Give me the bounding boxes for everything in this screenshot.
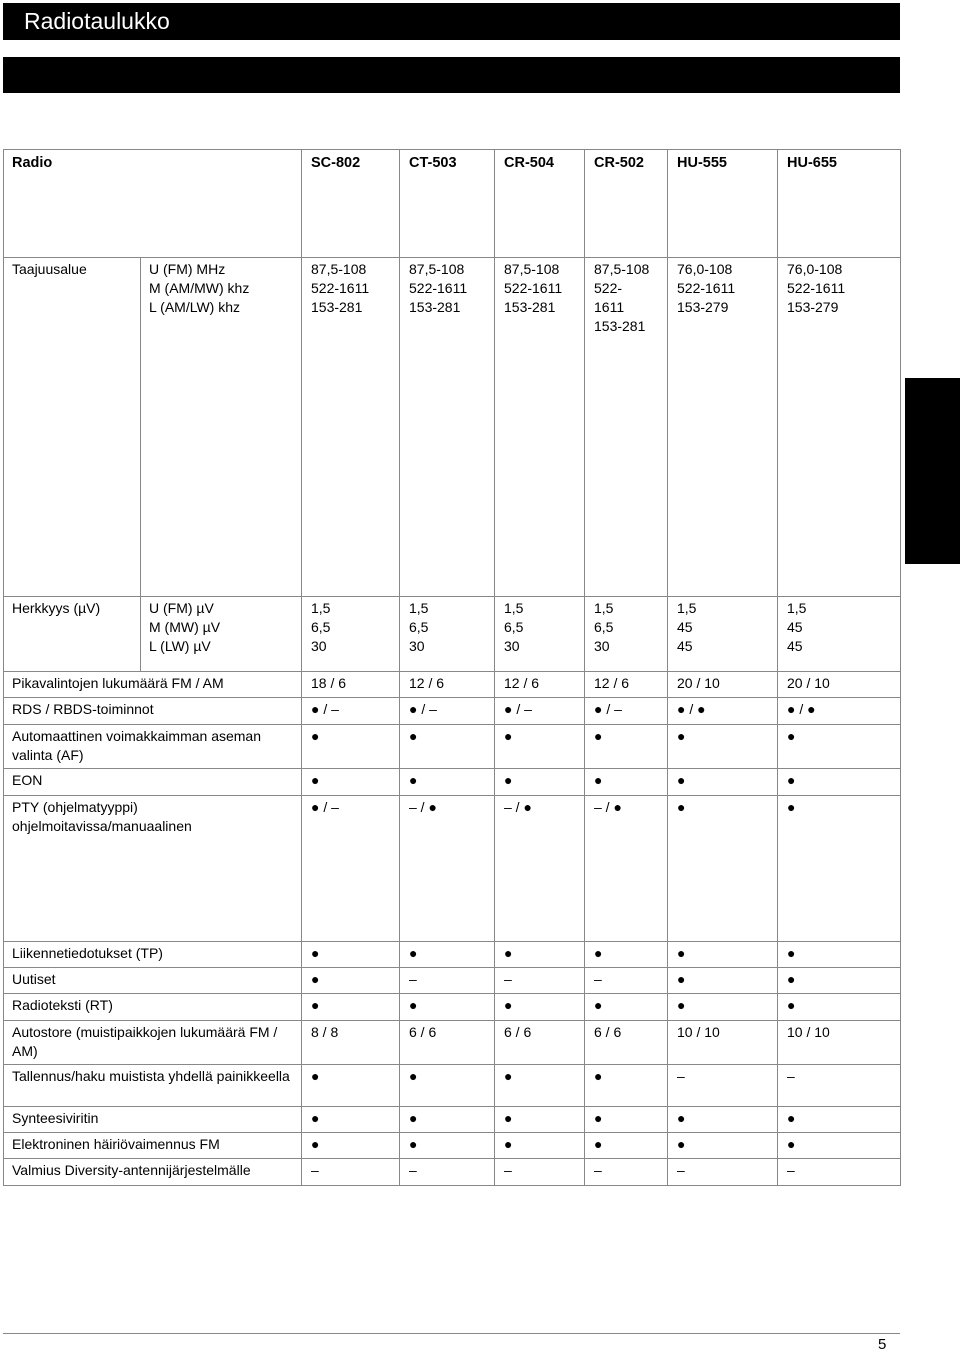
table-cell: 20 / 10 (668, 672, 778, 698)
table-cell: ● (585, 725, 668, 769)
table-cell: 76,0-108 522-1611 153-279 (778, 258, 901, 597)
table-cell: ● (668, 942, 778, 968)
page-number: 5 (878, 1336, 887, 1353)
table-cell: ● (495, 725, 585, 769)
model-name: HU-655 (778, 150, 901, 258)
table-cell: – (668, 1065, 778, 1107)
table-row (4, 1133, 901, 1159)
table-cell: 87,5-108 522-1611 153-281 (302, 258, 400, 597)
table-cell: ● (400, 1065, 495, 1107)
table-cell: ● (495, 942, 585, 968)
row-label: Liikennetiedotukset (TP) (4, 942, 302, 968)
table-cell: ● (778, 994, 901, 1021)
table-cell: 6 / 6 (585, 1021, 668, 1065)
table-cell: 87,5-108 522- 1611 153-281 (585, 258, 668, 597)
header-label: Radio (4, 150, 302, 258)
table-cell: 10 / 10 (778, 1021, 901, 1065)
model-name: CR-504 (495, 150, 585, 258)
table-cell: ● (400, 1107, 495, 1133)
table-cell: ● (495, 1107, 585, 1133)
row-label: Autostore (muistipaikkojen lukumäärä FM / AM) (4, 1021, 302, 1065)
table-cell: ● (668, 968, 778, 994)
table-cell: 1,5 6,5 30 (585, 597, 668, 672)
table-cell: 1,5 45 45 (668, 597, 778, 672)
table-cell: ● (302, 1065, 400, 1107)
table-cell: ● (495, 1065, 585, 1107)
table-cell: ● (302, 1107, 400, 1133)
table-cell: ● / – (585, 698, 668, 725)
table-cell: ● / – (302, 796, 400, 942)
table-cell: 76,0-108 522-1611 153-279 (668, 258, 778, 597)
sensitivity-row (4, 597, 901, 672)
table-cell: ● (668, 1107, 778, 1133)
table-cell: ● / ● (668, 698, 778, 725)
table-cell: ● (585, 1133, 668, 1159)
row-label: Uutiset (4, 968, 302, 994)
table-cell: ● (302, 968, 400, 994)
model-name: SC-802 (302, 150, 400, 258)
table-cell: ● (778, 796, 901, 942)
table-row (4, 1159, 901, 1186)
row-label: Synteesiviritin (4, 1107, 302, 1133)
table-cell: – (495, 1159, 585, 1186)
table-cell: – / ● (400, 796, 495, 942)
radio-spec-table (3, 149, 901, 1186)
model-name: CR-502 (585, 150, 668, 258)
table-cell: – (302, 1159, 400, 1186)
table-cell: – (400, 968, 495, 994)
table-cell: 87,5-108 522-1611 153-281 (400, 258, 495, 597)
table-row (4, 994, 901, 1021)
table-cell: ● (585, 1065, 668, 1107)
table-cell: ● (585, 994, 668, 1021)
table-cell: ● (302, 1133, 400, 1159)
table-cell: ● (778, 725, 901, 769)
table-cell: ● / – (400, 698, 495, 725)
table-cell: ● / – (495, 698, 585, 725)
model-name: HU-555 (668, 150, 778, 258)
table-cell: ● (668, 725, 778, 769)
table-cell: ● (302, 769, 400, 796)
row-sublabel: U (FM) MHz M (AM/MW) khz L (AM/LW) khz (141, 258, 302, 597)
table-row (4, 942, 901, 968)
table-cell: 1,5 6,5 30 (302, 597, 400, 672)
table-cell: ● (778, 1107, 901, 1133)
model-name: CT-503 (400, 150, 495, 258)
frequency-row (4, 258, 901, 597)
table-cell: ● (302, 725, 400, 769)
table-row (4, 968, 901, 994)
table-cell: ● (495, 994, 585, 1021)
table-cell: – / ● (585, 796, 668, 942)
row-label: PTY (ohjelmatyyppi) ohjelmoitavissa/manuaalinen (4, 796, 302, 942)
table-cell: ● (585, 942, 668, 968)
table-row (4, 672, 901, 698)
table-cell: 12 / 6 (495, 672, 585, 698)
table-cell: 1,5 6,5 30 (495, 597, 585, 672)
table-cell: 6 / 6 (495, 1021, 585, 1065)
row-label: Taajuusalue (4, 258, 141, 597)
row-sublabel: U (FM) µV M (MW) µV L (LW) µV (141, 597, 302, 672)
table-cell: ● (400, 725, 495, 769)
table-cell: 12 / 6 (400, 672, 495, 698)
table-cell: 87,5-108 522-1611 153-281 (495, 258, 585, 597)
row-label: EON (4, 769, 302, 796)
table-cell: ● (668, 1133, 778, 1159)
page-title: Radiotaulukko (3, 3, 900, 40)
table-cell: ● (778, 968, 901, 994)
row-label: Herkkyys (µV) (4, 597, 141, 672)
table-cell: ● (400, 1133, 495, 1159)
footer-rule (3, 1333, 900, 1334)
table-cell: – (400, 1159, 495, 1186)
section-tab-marker (905, 378, 960, 564)
table-cell: ● (585, 769, 668, 796)
table-cell: ● (585, 1107, 668, 1133)
table-cell: ● (495, 769, 585, 796)
table-cell: – (668, 1159, 778, 1186)
table-cell: ● / ● (778, 698, 901, 725)
table-cell: ● (495, 1133, 585, 1159)
row-label: Radioteksti (RT) (4, 994, 302, 1021)
table-row (4, 769, 901, 796)
table-cell: – (778, 1065, 901, 1107)
header-bar (3, 57, 900, 93)
table-row (4, 698, 901, 725)
table-cell: ● (778, 769, 901, 796)
table-cell: ● (778, 942, 901, 968)
table-cell: ● (668, 994, 778, 1021)
table-cell: ● (668, 796, 778, 942)
table-cell: 12 / 6 (585, 672, 668, 698)
table-cell: ● / – (302, 698, 400, 725)
table-cell: ● (400, 769, 495, 796)
table-row (4, 1107, 901, 1133)
table-row (4, 725, 901, 769)
table-cell: – (495, 968, 585, 994)
table-cell: – / ● (495, 796, 585, 942)
table-cell: ● (302, 942, 400, 968)
table-cell: – (585, 1159, 668, 1186)
row-label: Pikavalintojen lukumäärä FM / AM (4, 672, 302, 698)
table-cell: – (778, 1159, 901, 1186)
table-row (4, 796, 901, 942)
table-cell: 10 / 10 (668, 1021, 778, 1065)
row-label: Elektroninen häiriövaimennus FM (4, 1133, 302, 1159)
table-cell: ● (302, 994, 400, 1021)
table-cell: ● (668, 769, 778, 796)
row-label: Valmius Diversity-antennijärjestelmälle (4, 1159, 302, 1186)
table-cell: 1,5 45 45 (778, 597, 901, 672)
table-header-row (4, 150, 901, 258)
table-cell: 1,5 6,5 30 (400, 597, 495, 672)
table-cell: ● (400, 942, 495, 968)
table-cell: ● (400, 994, 495, 1021)
table-cell: 6 / 6 (400, 1021, 495, 1065)
row-label: Automaattinen voimakkaimman aseman valinta (AF) (4, 725, 302, 769)
table-cell: – (585, 968, 668, 994)
row-label: Tallennus/haku muistista yhdellä painikkeella (4, 1065, 302, 1107)
row-label: RDS / RBDS-toiminnot (4, 698, 302, 725)
table-cell: 8 / 8 (302, 1021, 400, 1065)
table-cell: 20 / 10 (778, 672, 901, 698)
table-row (4, 1065, 901, 1107)
table-row (4, 1021, 901, 1065)
table-cell: ● (778, 1133, 901, 1159)
table-cell: 18 / 6 (302, 672, 400, 698)
